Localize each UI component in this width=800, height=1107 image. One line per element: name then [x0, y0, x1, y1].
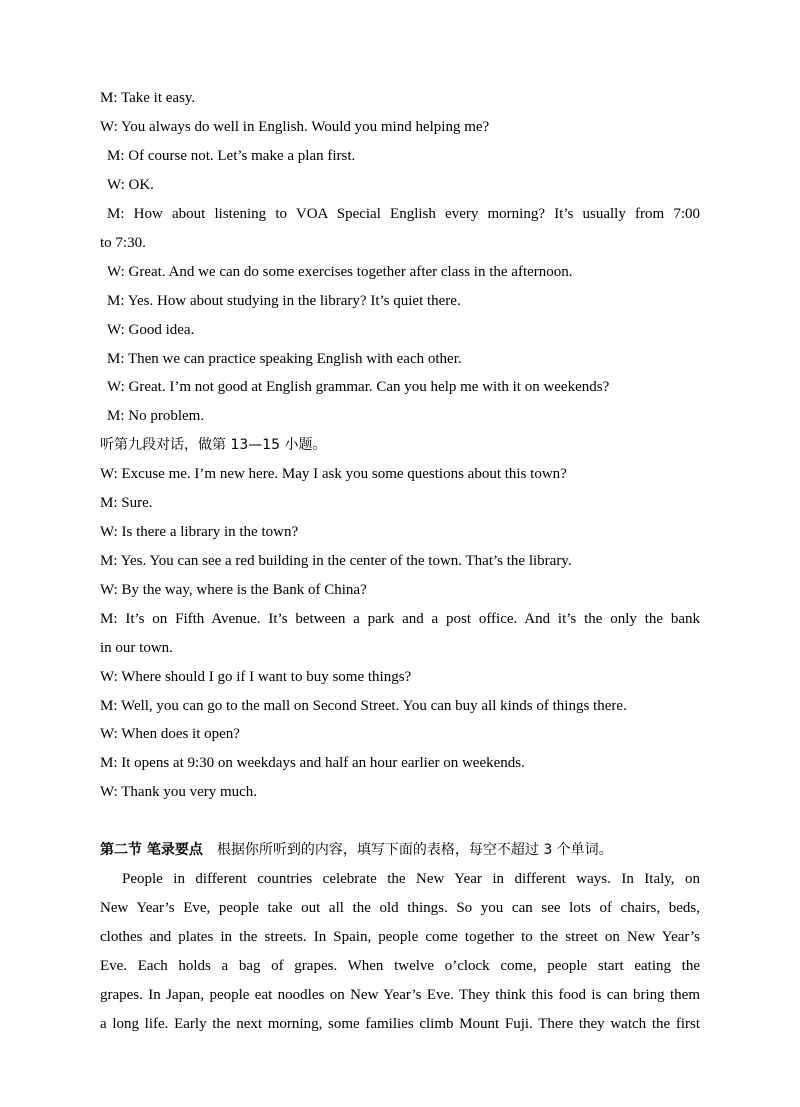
- dialogue8-line: W: Great. And we can do some exercises together after class in the afternoon.: [107, 264, 573, 280]
- dialogue8-line: W: Great. I’m not good at English grammar. Can you help me with it on weekends?: [107, 379, 610, 395]
- passage-line: clothes and plates in the streets. In Spain, people come together to the street on New Year’s: [100, 929, 700, 945]
- dialogue9-line: M: It’s on Fifth Avenue. It’s between a park and a post office. And it’s the only the bank: [100, 611, 700, 627]
- dialogue8-line: W: OK.: [107, 177, 154, 193]
- dialogue8-line: M: Of course not. Let’s make a plan first.: [107, 148, 356, 164]
- dialogue9-line: in our town.: [100, 640, 173, 656]
- part2-instruction: 根据你所听到的内容，填写下面的表格，每空不超过 3 个单词。: [216, 842, 613, 858]
- dialogue9-line: W: By the way, where is the Bank of China?: [100, 582, 367, 598]
- passage-line: New Year’s Eve, people take out all the old things. So you can see lots of chairs, beds,: [100, 900, 700, 916]
- dialogue8-line: M: Then we can practice speaking English with each other.: [107, 351, 462, 367]
- dialogue9-line: M: Sure.: [100, 495, 153, 511]
- passage-line: a long life. Early the next morning, some families climb Mount Fuji. There they watch the first: [100, 1016, 700, 1032]
- dialogue8-line: M: No problem.: [107, 408, 205, 424]
- dialogue8-line: M: Take it easy.: [100, 90, 196, 106]
- passage-line: Eve. Each holds a bag of grapes. When twelve o’clock come, people start eating the: [100, 958, 700, 974]
- dialogue8-line: to 7:30.: [100, 235, 146, 251]
- dialogue9-line: M: It opens at 9:30 on weekdays and half an hour earlier on weekends.: [100, 755, 525, 771]
- passage-line: People in different countries celebrate the New Year in different ways. In Italy, on: [122, 871, 700, 887]
- dialogue9-line: W: When does it open?: [100, 726, 240, 742]
- part2-title: 第二节 笔录要点: [100, 842, 203, 858]
- dialogue8-line: W: You always do well in English. Would you mind helping me?: [100, 119, 490, 135]
- dialogue9-line: W: Where should I go if I want to buy some things?: [100, 669, 412, 685]
- dialogue8-line: M: Yes. How about studying in the library? It’s quiet there.: [107, 293, 461, 309]
- dialogue9-line: M: Well, you can go to the mall on Second Street. You can buy all kinds of things there.: [100, 698, 627, 714]
- passage-line: grapes. In Japan, people eat noodles on New Year’s Eve. They think this food is can bring them: [100, 987, 700, 1003]
- dialogue8-line: W: Good idea.: [107, 322, 195, 338]
- section-heading: 听第九段对话，做第 13—15 小题。: [100, 437, 327, 453]
- dialogue8-line: M: How about listening to VOA Special English every morning? It’s usually from 7:00: [107, 206, 700, 222]
- dialogue9-line: M: Yes. You can see a red building in the center of the town. That’s the library.: [100, 553, 572, 569]
- dialogue9-line: W: Is there a library in the town?: [100, 524, 299, 540]
- dialogue9-line: W: Thank you very much.: [100, 784, 258, 800]
- part2-heading: [100, 841, 700, 859]
- dialogue9-line: W: Excuse me. I’m new here. May I ask you some questions about this town?: [100, 466, 567, 482]
